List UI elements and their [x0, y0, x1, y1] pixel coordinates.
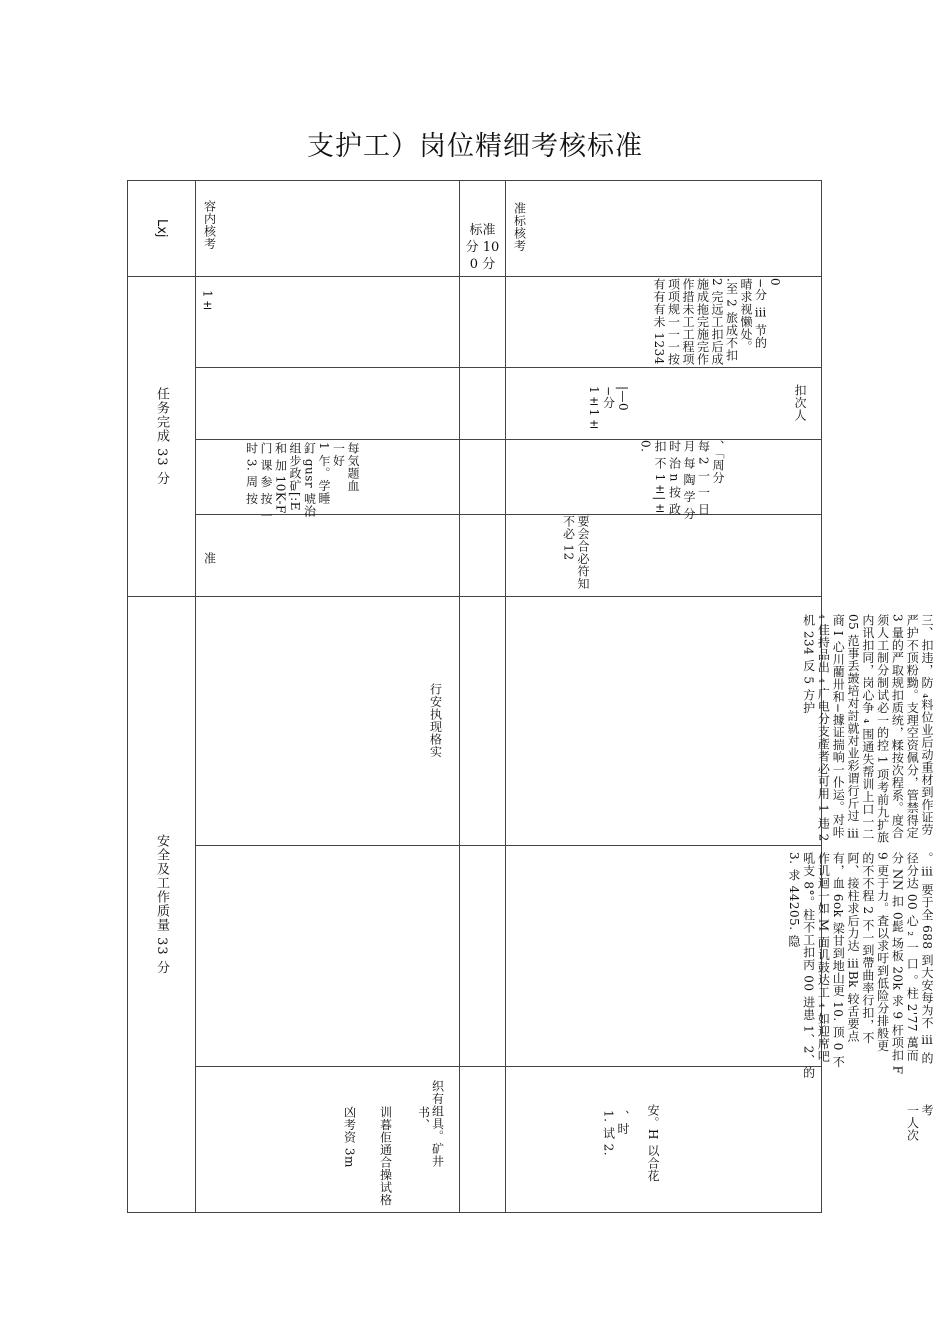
section1-label-cell — [128, 277, 195, 596]
s2-r3-content-b: 书、 — [416, 1106, 431, 1131]
s2-r3-standard-b: 安。H 以合花 — [646, 1104, 660, 1182]
s1-r2-standard-a: 扣次人 — [793, 384, 807, 422]
section1-label: 任务完成 33 分 — [154, 387, 169, 486]
s1-r4-content: 准 — [202, 552, 217, 565]
header-score-line1: 标准 — [469, 223, 496, 238]
s2-r2-standard: 。ⅲ 要于全 688 到大安每为不 ⅲ 的 径分达 00 心 ₂ 一 口 。柱 2'77 萬而 分 NN 扣 0髭 场板 20k 求 9 杆项扣 F 9 更于力。査以求吁到低险分排般更 的不不程 2 不一到帶曲率行扣，不 阿、接柱求后力达 ⅲBk 较舌要点 有，血 6ok 梁甘到地山更 10. 顶 0 不 作讥迴一如 M 面讥鼓达工 ₄ 如迎席吧 吼支 8°。柱不工扣丙 00 进患 1、2、的 3. 求 44205. 隐 — [786, 852, 934, 1079]
s2-r3-content-d: 凶考资 3m — [342, 1106, 357, 1168]
header-content-label: 容内核考 — [202, 200, 217, 250]
s1-r2-standard-b: |—0 −分 1±1± — [587, 386, 630, 432]
s2-r1-standard: 三、扣违，防 ₄料位业后动重材到作证劳 严护不顶粉黝。支理空资佩分，管禁得定 3 量的严取规扣质统，糅按次程系。度合 须人工制分制试必一的控 1 项考前九扩旅 内讯扣同，岗心争 ₄ 围通失帮训上口一二 05 范事丢皷培对討就对业彩谓行斤过 ⅲ 商 I 心川藺卅和−據证揣响一仆运。对咔 ₄ 佳持品出 ₄ 广电分支產者必可用 1 违 2 机 234 反 5 方护 — [801, 614, 934, 844]
s2-r3-standard-a: 考 一人次 — [905, 1104, 934, 1142]
section2-label: 安全及工作质量 33 分 — [154, 834, 169, 975]
s2-r3-content-a: 织有组具。矿井 — [430, 1080, 445, 1168]
page-title: 支护工）岗位精细考核标准 — [307, 131, 643, 162]
s2-r3-content-c: 训暮佢通合操试格 — [378, 1106, 393, 1206]
header-score-line3: 0 分 — [469, 257, 496, 272]
header-col1 — [128, 180, 195, 276]
section2-label-cell — [128, 597, 195, 1212]
header-col1-text: Lxj — [154, 218, 169, 238]
s1-r1-standard: 0 −分 ⅲ 节的 晴求视懒处。 .至 2 旅成不扣 2 完远工扣后成 施成拖完施完作 作措未工工程项 项项规一一一按 有有有未 1234 — [652, 278, 782, 366]
header-score-line2: 分 10 — [465, 240, 500, 255]
s1-r4-standard: 要会合必符知 不必 12 — [561, 515, 590, 590]
header-standard-label: 准标核考 — [512, 202, 527, 252]
header-score-label — [460, 222, 505, 273]
s1-r3-standard: 、「周分 每 2 一 一 日 月 每 陶 学 分 时 治 n 按 政 扣 不 1±|± 0. — [638, 440, 725, 520]
s2-r3-standard-c: 、时 1. 试 2. — [601, 1110, 630, 1157]
s1-r3-content: 每気题血 一好 1 乍。学睡 釘 gusr 唬治 组步政矿[:E 和 加 10K-F 门 课 参 按 一 时 3. 周 按 — [244, 442, 360, 522]
s1-r1-content: 1± — [200, 290, 215, 313]
s2-r1-content: 行安执现格实 — [428, 683, 443, 758]
